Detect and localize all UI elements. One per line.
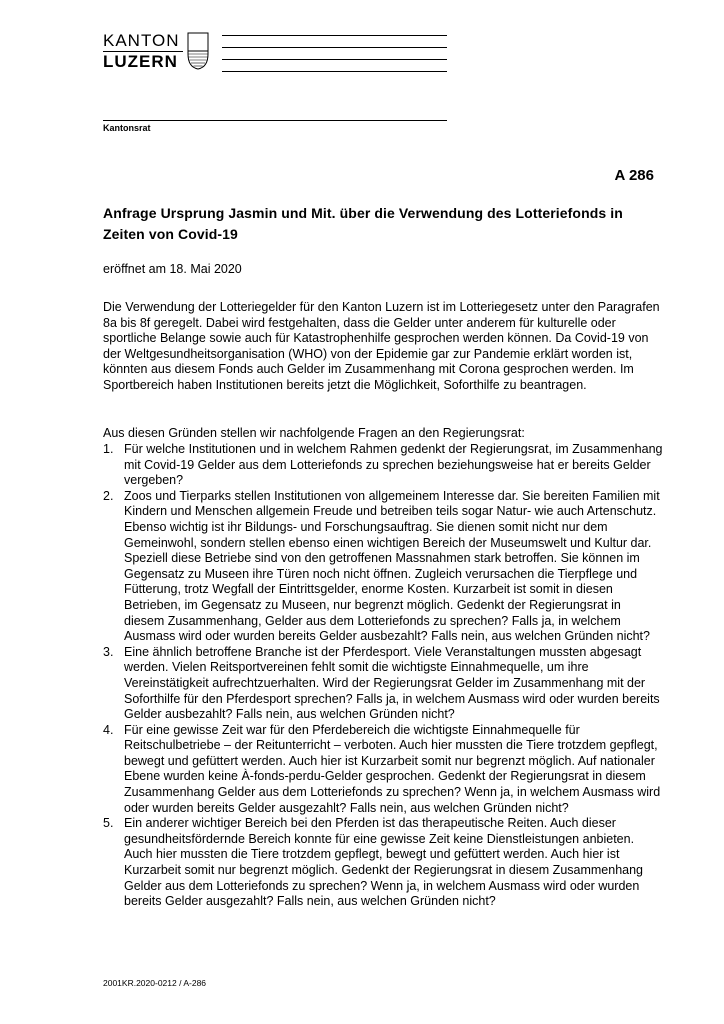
opened-date: eröffnet am 18. Mai 2020: [103, 262, 242, 276]
question-item: [103, 442, 663, 489]
body-paragraph: Die Verwendung der Lotteriegelder für den Kanton Luzern ist im Lotteriegesetz unter den Paragrafen 8a bis 8f geregelt. Dabei wird festgehalten, dass die Gelder unter anderem für kulturelle oder sportliche Belange sowie auch für Katastrophenhilfe gesprochen werden können. Da Covid-19 von der Weltgesundheitsorganisation (WHO) von der Epidemie gar zur Pandemie erklärt worden ist, könnten aus diesem Fonds auch Gelder im Zusammenhang mit Corona gesprochen werden. Im Sportbereich haben Institutionen bereits jetzt die Möglichkeit, Soforthilfe zu beantragen.: [103, 300, 660, 392]
document-number: A 286: [614, 167, 654, 184]
header-rule-4: [222, 71, 447, 72]
question-text: Eine ähnlich betroffene Branche ist der Pferdesport. Viele Veranstaltungen mussten abgesagt werden. Vielen Reitsportvereinen fehlt somit die wichtigste Einnahmequelle, um ihre Vereinstätigkeit aufrechtzuerhalten. Wird der Regierungsrat Gelder im Zusammenhang mit der Soforthilfe für den Pferdesport sprechen? Falls ja, in welchem Ausmass wird oder wurden bereits Gelder ausbezahlt? Falls nein, aus welchen Gründen nicht?: [124, 644, 660, 722]
department-label: Kantonsrat: [103, 123, 151, 133]
question-text: Für welche Institutionen und in welchem Rahmen gedenkt der Regierungsrat, im Zusammenhang mit Covid-19 Gelder aus dem Lotteriefonds zu sprechen beziehungsweise hat er bereits Gelder vergeben?: [124, 442, 663, 488]
question-number: 2.: [103, 488, 114, 503]
questions-intro: Aus diesen Gründen stellen wir nachfolgende Fragen an den Regierungsrat:: [103, 426, 525, 440]
logo-text-luzern: LUZERN: [103, 52, 178, 71]
document-title: Anfrage Ursprung Jasmin und Mit. über die Verwendung des Lotteriefonds in Zeiten von Covid-19: [103, 205, 623, 242]
question-item: [103, 489, 663, 645]
header-rule-2: [222, 47, 447, 48]
logo-text-kanton: KANTON: [103, 31, 180, 50]
kanton-luzern-logo: [103, 31, 213, 75]
question-text: Für eine gewisse Zeit war für den Pferdebereich die wichtigste Einnahmequelle für Reitschulbetriebe – der Reitunterricht – verboten. Auch hier mussten die Tiere trotzdem gepflegt, bewegt und gefüttert werden. Auch hier ist Kurzarbeit somit nur begrenzt möglich. Auf nationaler Ebene wurden keine À-fonds-perdu-Gelder gesprochen. Gedenkt der Regierungsrat in diesem Zusammenhang Gelder aus dem Lotteriefonds zu sprechen? Wenn ja, in welchem Ausmass wird oder wurden bereits Gelder ausgezahlt? Falls nein, aus welchen Gründen nicht?: [124, 722, 661, 815]
footer-reference: 2001KR.2020-0212 / A-286: [103, 978, 207, 988]
coat-of-arms-icon: [187, 32, 209, 70]
questions-list: [103, 442, 663, 910]
question-number: 4.: [103, 722, 114, 737]
question-text: Zoos und Tierparks stellen Institutionen von allgemeinem Interesse dar. Sie bereiten Familien mit Kindern und Menschen allgemein Freude und betreiben teils sogar Natur- wie auch Artenschutz. Ebenso wichtig ist ihr Bildungs- und Forschungsauftrag. Sie dienen somit nicht nur dem Gemeinwohl, sondern stellen ebenso einen wichtigen Bereich der Museumswelt und Kultur dar. Speziell diese Betriebe sind von den getroffenen Massnahmen stark betroffen. Sie können im Gegensatz zu Museen ihre Türen noch nicht öffnen. Zugleich verursachen die Tierpflege und Fütterung, trotz Wegfall der Eintrittsgelder, enorme Kosten. Kurzarbeit ist somit in diesen Betrieben, im Gegensatz zu Museen, nur begrenzt möglich. Gedenkt der Regierungsrat in diesem Zusammenhang, Gelder aus dem Lotteriefonds zu sprechen? Falls ja, in welchem Ausmass wird oder wurden bereits Gelder ausbezahlt? Falls nein, aus welchen Gründen nicht?: [124, 488, 660, 644]
question-number: 3.: [103, 644, 114, 659]
header-rule-1: [222, 35, 447, 36]
question-item: [103, 645, 663, 723]
kantonsrat-rule: [103, 120, 447, 121]
question-text: Ein anderer wichtiger Bereich bei den Pferden ist das therapeutische Reiten. Auch dieser gesundheitsfördernde Bereich konnte für eine gewisse Zeit keine Dienstleistungen anbieten. Auch hier mussten die Tiere trotzdem gepflegt, bewegt und gefüttert werden. Auch hier ist Kurzarbeit somit nur begrenzt möglich. Gedenkt der Regierungsrat in diesem Zusammenhang Gelder aus dem Lotteriefonds zu sprechen? Wenn ja, in welchem Ausmass wird oder wurden bereits Gelder ausgezahlt? Falls nein, aus welchen Gründen nicht?: [124, 816, 644, 909]
question-number: 1.: [103, 442, 114, 456]
header-rule-3: [222, 59, 447, 60]
question-item: [103, 816, 663, 910]
question-item: [103, 723, 663, 817]
question-number: 5.: [103, 816, 114, 831]
